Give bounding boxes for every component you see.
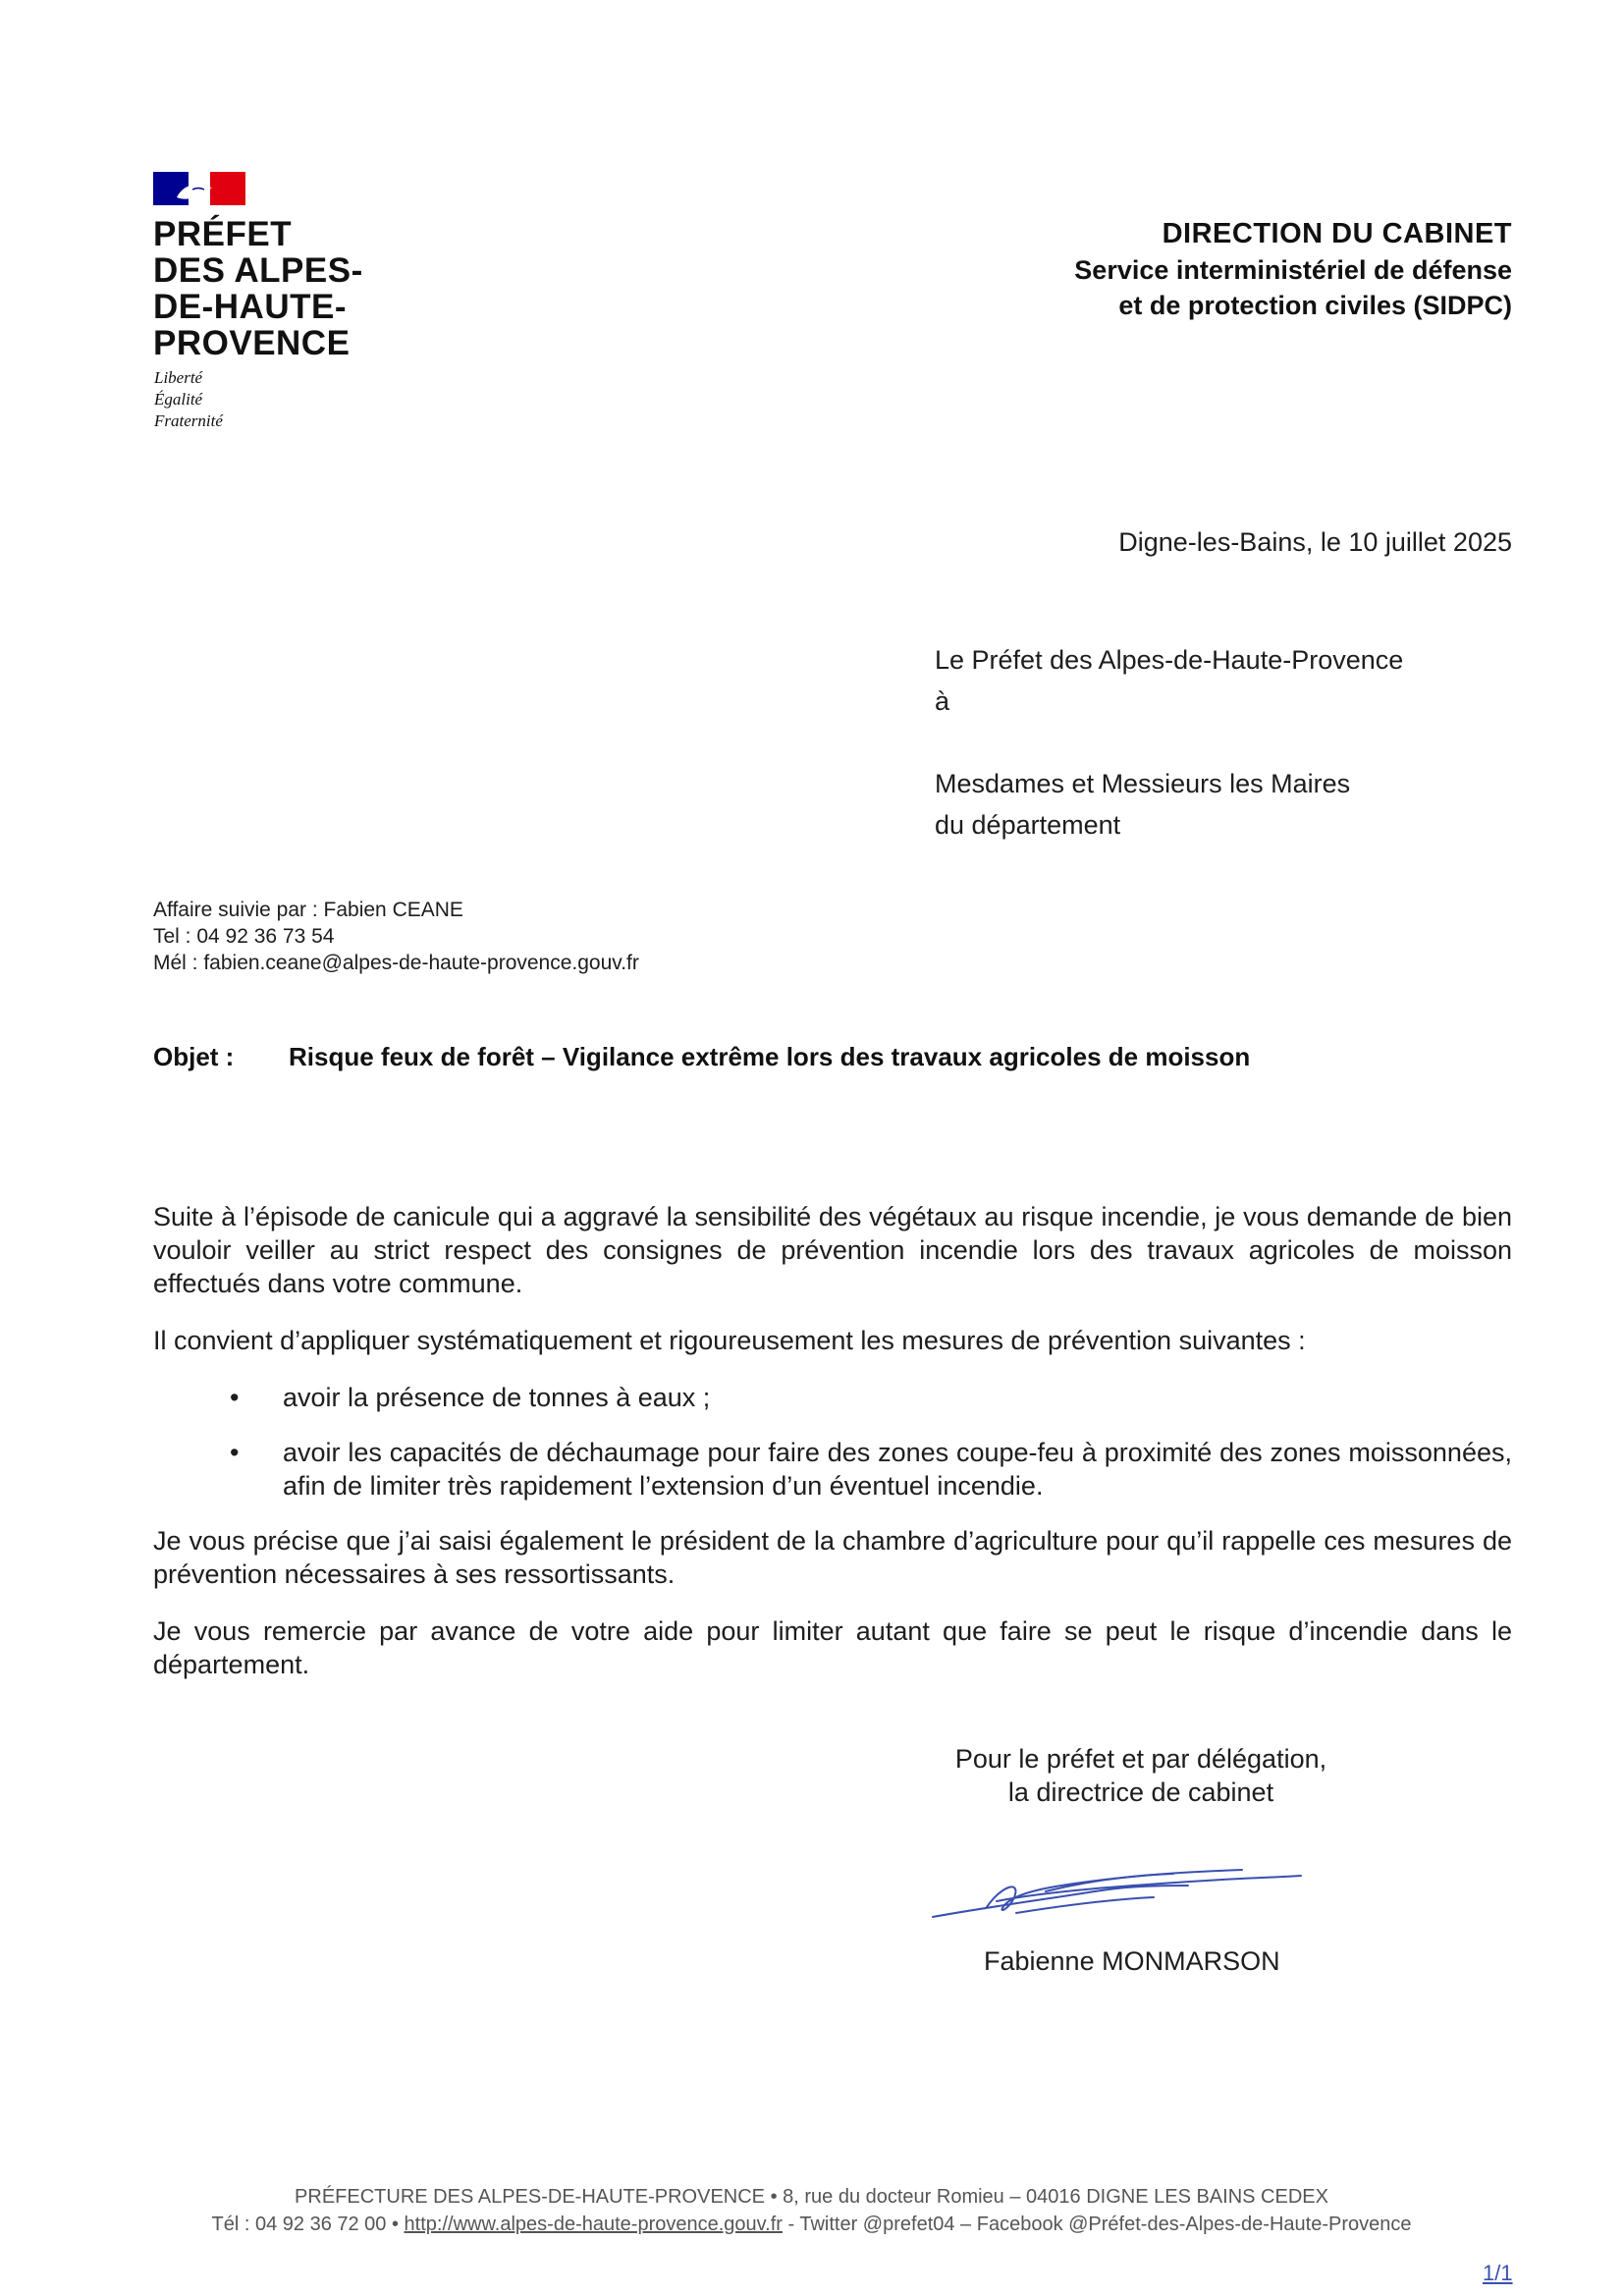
service-line: Service interministériel de défense [1074,255,1512,285]
bullet-icon: • [230,1438,240,1467]
footer-address: PRÉFECTURE DES ALPES-DE-HAUTE-PROVENCE • 8, rue du docteur Romieu – 04016 DIGNE LES BAINS CEDEX [295,2186,1328,2208]
subject-line [153,1042,1250,1072]
closing-line: Pour le préfet et par délégation, [954,1744,1327,1774]
issuing-department [1074,215,1512,323]
list-item-text: avoir les capacités de déchaumage pour faire des zones coupe-feu à proximité des zones moissonnées, afin de limiter très rapidement l’extension d’un éventuel incendie. [283,1438,1512,1501]
direction-title: DIRECTION DU CABINET [1162,218,1512,249]
prefet-name-line: PRÉFET [153,215,293,253]
measures-list [153,1381,1512,1503]
closing-line: la directrice de cabinet [1007,1777,1274,1807]
letter-date: Digne-les-Bains, le 10 juillet 2025 [1118,527,1512,557]
list-item-text: avoir la présence de tonnes à eaux ; [283,1383,711,1412]
list-item [153,1436,1512,1503]
prefet-name-line: PROVENCE [153,324,351,362]
footer-contact [0,2211,1623,2238]
subject-text: Risque feux de forêt – Vigilance extrême lors des travaux agricoles de moisson [289,1042,1251,1071]
body-paragraph: Je vous précise que j’ai saisi également le président de la chambre d’agriculture pour qu’il rappelle ces mesures de prévention nécessaires à ses ressortissants. [153,1526,1512,1589]
marianne-flag-icon [153,172,245,205]
prefet-name-line: DES ALPES- [153,251,363,290]
body-paragraph: Il convient d’appliquer systématiquement et rigoureusement les mesures de prévention suivantes : [153,1326,1306,1355]
handled-by: Affaire suivie par : Fabien CEANE [153,899,463,921]
footer-phone: Tél : 04 92 36 72 00 • [211,2214,405,2235]
page-footer [0,2183,1623,2238]
sender-line: Le Préfet des Alpes-de-Haute-Provence [935,645,1404,675]
footer-social: - Twitter @prefet04 – Facebook @Préfet-des-Alpes-de-Haute-Provence [782,2214,1412,2235]
page-number: 1/1 [1483,2261,1513,2285]
body-paragraph: Suite à l’épisode de canicule qui a aggravé la sensibilité des végétaux au risque incendie, je vous demande de bien vouloir veiller au strict respect des consignes de prévention incendie lors des travaux agricoles de moisson effectués dans votre commune. [153,1202,1512,1298]
list-item [153,1381,1512,1414]
to-word: à [935,686,950,716]
subject-label: Objet : [153,1042,235,1071]
signer-name: Fabienne MONMARSON [984,1946,1280,1976]
followup-contact [153,897,639,976]
letter-body [153,1200,1512,1705]
closing-block [935,1742,1347,1809]
body-paragraph: Je vous remercie par avance de votre aide pour limiter autant que faire se peut le risque d’incendie dans le département. [153,1616,1512,1679]
contact-phone: Tel : 04 92 36 73 54 [153,925,335,948]
bullet-icon: • [230,1383,240,1412]
prefet-name [153,216,363,361]
handwritten-signature [928,1846,1311,1935]
recipient-line: Mesdames et Messieurs les Maires [935,769,1351,798]
service-line: et de protection civiles (SIDPC) [1118,291,1512,320]
footer-website-link[interactable]: http://www.alpes-de-haute-provence.gouv.fr [404,2214,783,2235]
contact-email: Mél : fabien.ceane@alpes-de-haute-provence.gouv.fr [153,952,639,974]
addressee-block [935,639,1403,846]
motto-egalite: Égalité [154,390,203,409]
republic-motto [154,367,223,432]
motto-liberte: Liberté [154,368,203,387]
prefet-name-line: DE-HAUTE- [153,288,347,326]
motto-fraternite: Fraternité [154,411,223,430]
recipient-line: du département [935,810,1121,840]
